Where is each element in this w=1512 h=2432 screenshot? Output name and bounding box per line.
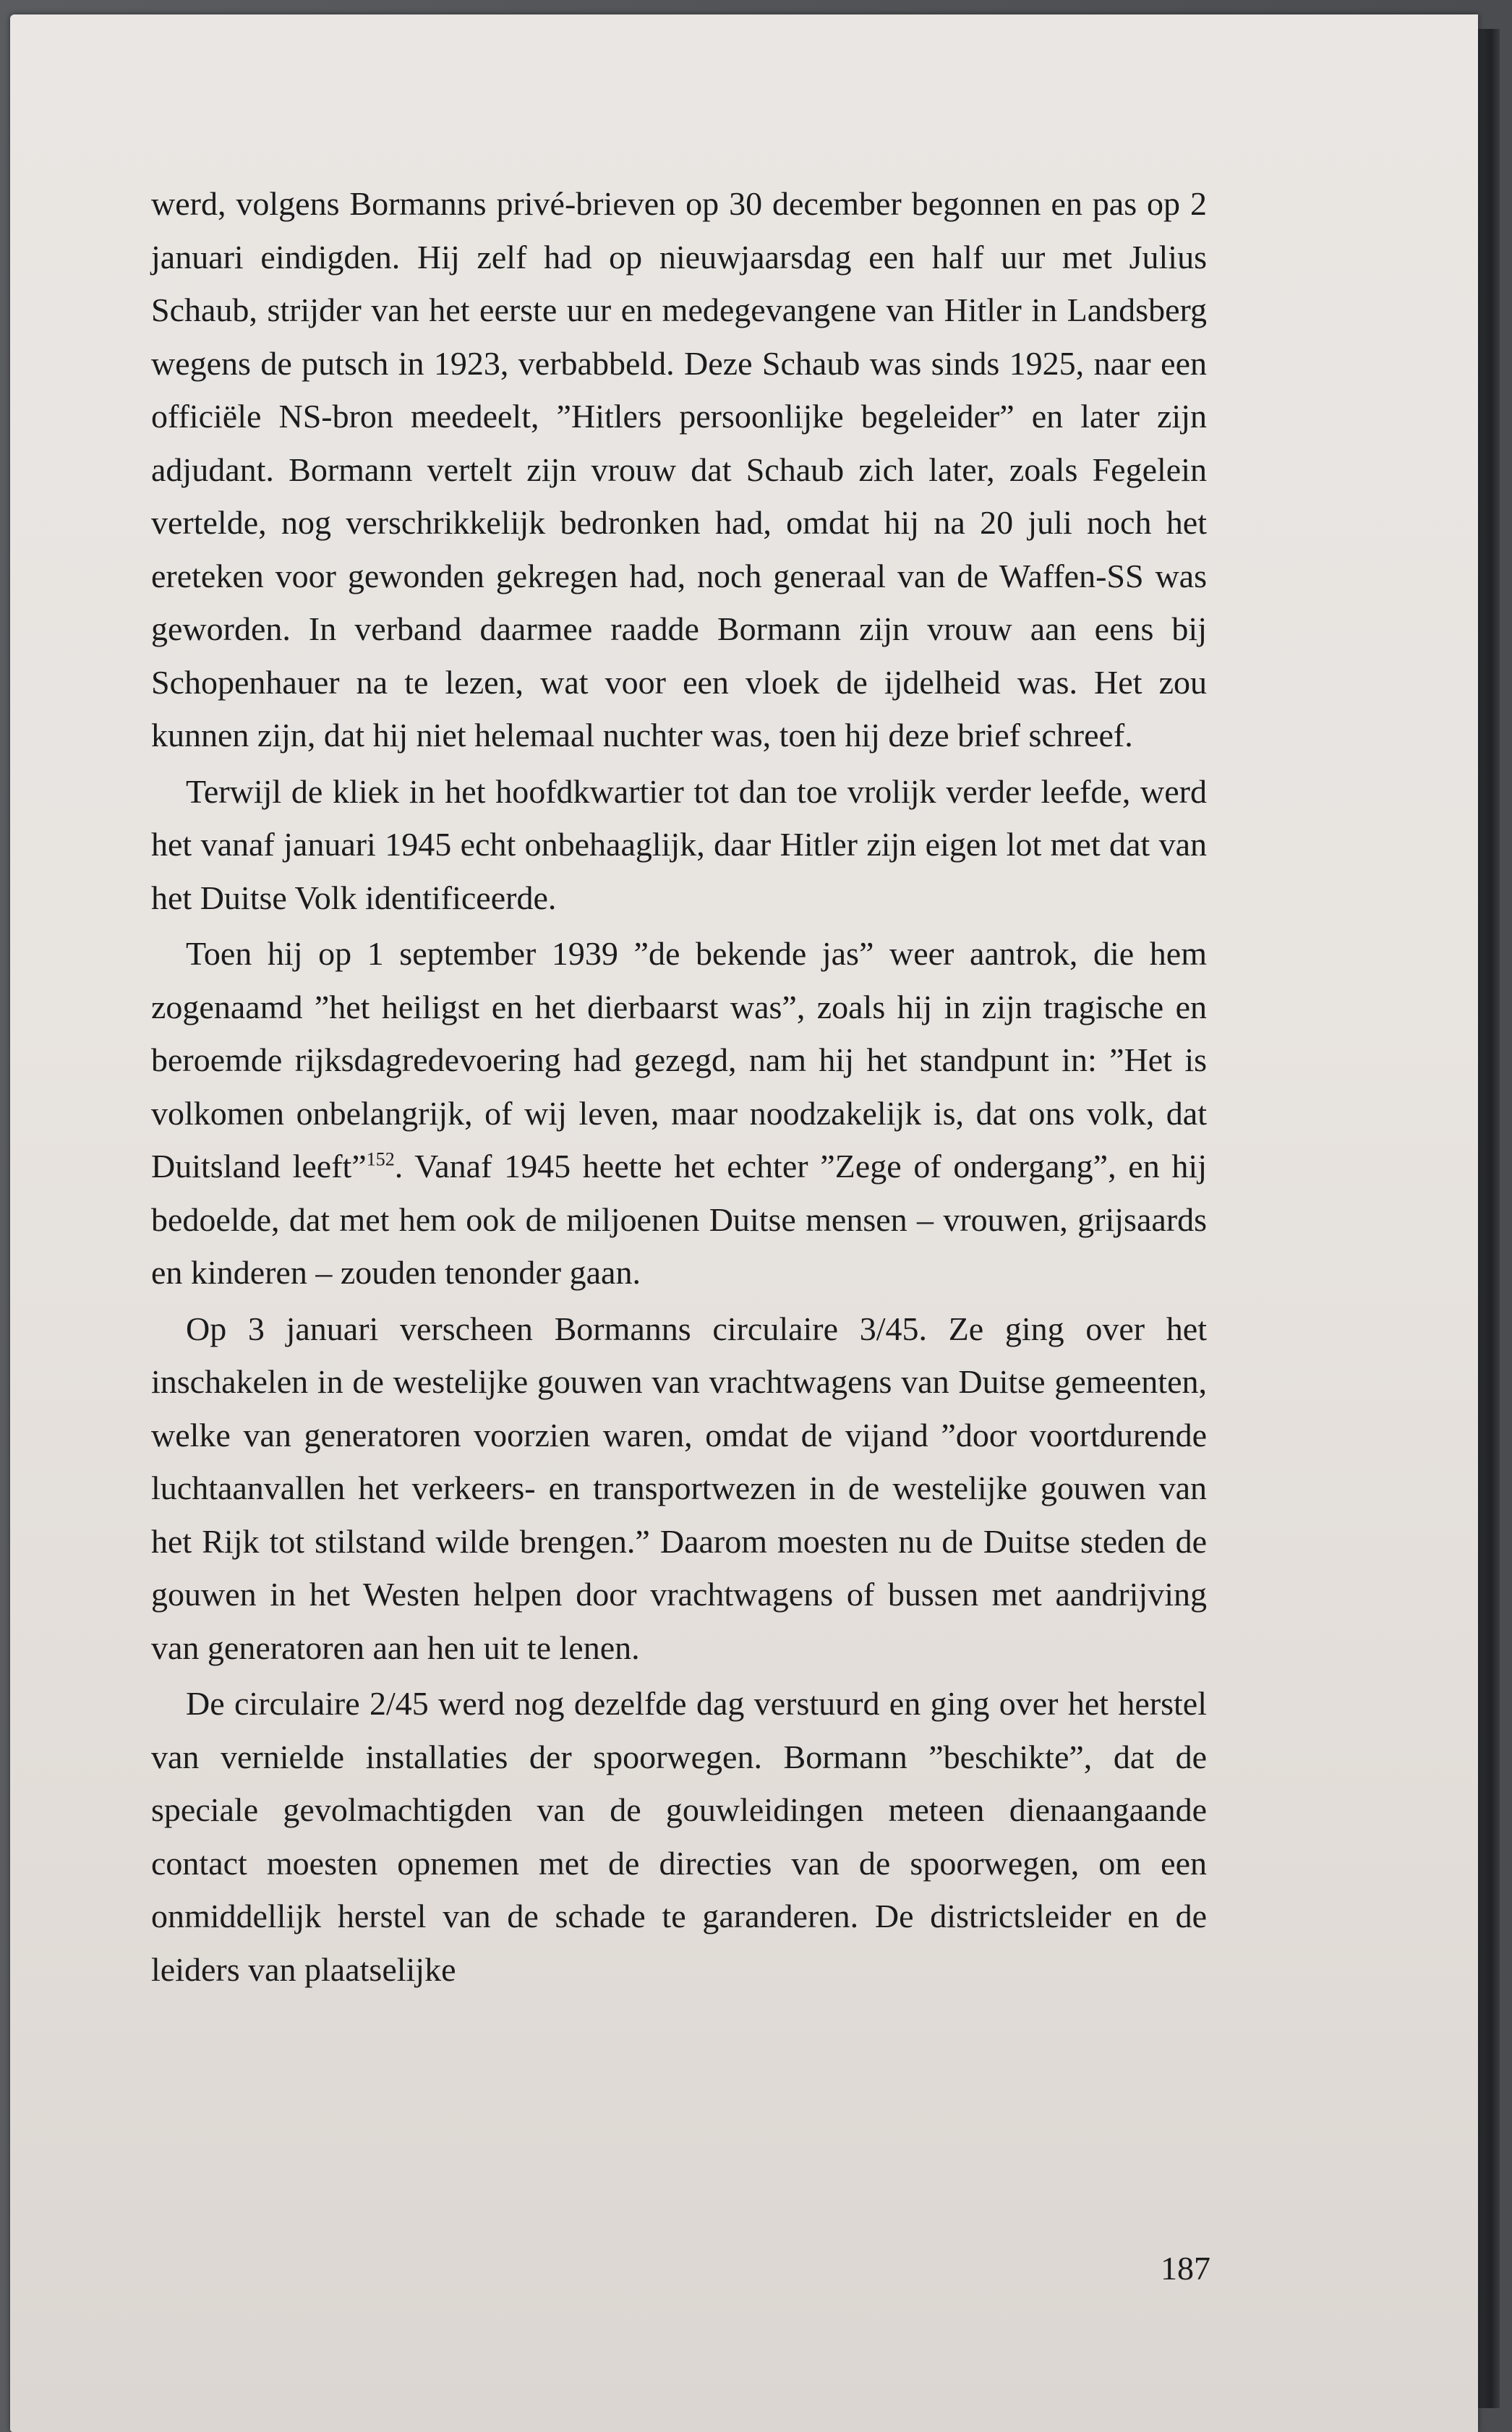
paragraph-4-text: Op 3 januari verscheen Bormanns circulaire 3/45. Ze ging over het inschakelen in de westelijke gouwen van vrachtwagens van Duitse gemeenten, welke van generatoren voorzien waren, omdat de vijand ”door voortdurende luchtaanvallen het verkeers- en transportwezen in de westelijke gouwen van het Rijk tot stilstand wilde brengen.” Daarom moesten nu de Duitse steden de gouwen in het Westen helpen door vrachtwagens of bussen met aandrijving van generatoren aan hen uit te lenen. xyxy=(151,1310,1207,1666)
book-cover-edge xyxy=(1478,29,1500,2408)
paragraph-3-text-after: . Vanaf 1945 heette het echter ”Zege of ondergang”, en hij bedoelde, dat met hem ook de miljoenen Duitse mensen – vrouwen, grijsaards en kinderen – zouden tenonder gaan. xyxy=(151,1148,1207,1291)
paragraph-3 xyxy=(151,927,1207,1300)
paragraph-1-text: werd, volgens Bormanns privé-brieven op 30 december begonnen en pas op 2 januari eindigden. Hij zelf had op nieuwjaarsdag een half uur met Julius Schaub, strijder van het eerste uur en medegevangene van Hitler in Landsberg wegens de putsch in 1923, verbabbeld. Deze Schaub was sinds 1925, naar een officiële NS-bron meedeelt, ”Hitlers persoonlijke begeleider” en later zijn adjudant. Bormann vertelt zijn vrouw dat Schaub zich later, zoals Fegelein vertelde, nog verschrikkelijk bedronken had, omdat hij na 20 juli noch het ereteken voor gewonden gekregen had, noch generaal van de Waffen-SS was geworden. In verband daarmee raadde Bormann zijn vrouw aan eens bij Schopenhauer na te lezen, wat voor een vloek de ijdelheid was. Het zou kunnen zijn, dat hij niet helemaal nuchter was, toen hij deze brief schreef. xyxy=(151,185,1207,754)
paragraph-2-text: Terwijl de kliek in het hoofdkwartier tot dan toe vrolijk verder leefde, werd het vanaf januari 1945 echt onbehaaglijk, daar Hitler zijn eigen lot met dat van het Duitse Volk identificeerde. xyxy=(151,772,1207,916)
body-text xyxy=(151,177,1207,1996)
paragraph-5-text: De circulaire 2/45 werd nog dezelfde dag verstuurd en ging over het herstel van vernielde installaties der spoorwegen. Bormann ”beschikte”, dat de speciale gevolmachtigden van de gouwleidingen meteen dienaangaande contact moesten opnemen met de directies van de spoorwegen, om een onmiddellijk herstel van de schade te garanderen. De districtsleider en de leiders van plaatselijke xyxy=(151,1685,1207,1988)
footnote-marker: 152 xyxy=(366,1148,395,1170)
paragraph-5 xyxy=(151,1677,1207,1996)
book-page xyxy=(10,14,1478,2432)
paragraph-3-text: Toen hij op 1 september 1939 ”de bekende jas” weer aantrok, die hem zogenaamd ”het heiligst en het dierbaarst was”, zoals hij in zijn tragische en beroemde rijksdagredevoering had gezegd, nam hij het standpunt in: ”Het is volkomen onbelangrijk, of wij leven, maar noodzakelijk is, dat ons volk, dat Duitsland leeft” xyxy=(151,935,1207,1185)
paragraph-2 xyxy=(151,765,1207,925)
paragraph-4 xyxy=(151,1302,1207,1675)
paragraph-1 xyxy=(151,177,1207,762)
page-number: 187 xyxy=(1161,2250,1210,2287)
